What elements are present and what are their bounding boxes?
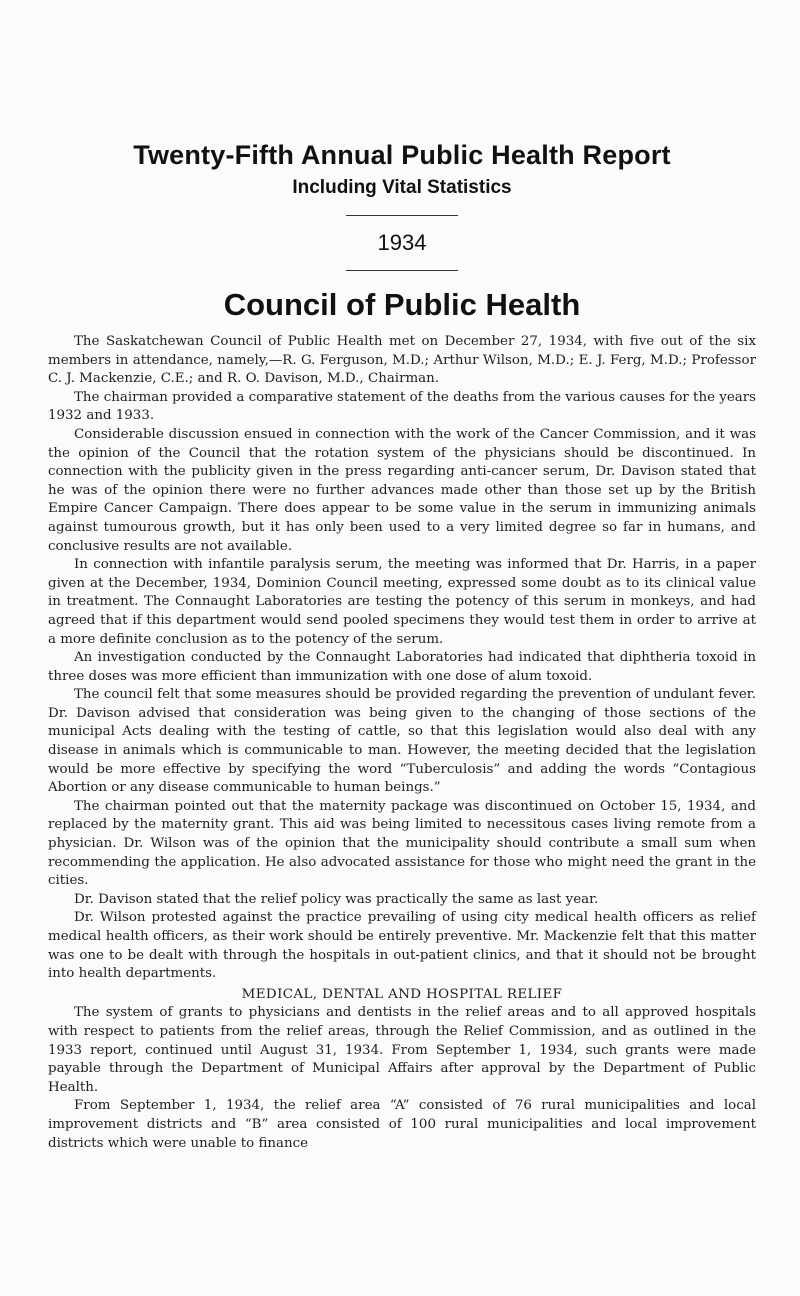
report-title: Twenty-Fifth Annual Public Health Report: [133, 140, 671, 170]
section-heading: MEDICAL, DENTAL AND HOSPITAL RELIEF: [241, 986, 563, 1002]
paragraph-relief-policy: Dr. Davison stated that the relief policy was practically the same as last year.: [74, 891, 599, 907]
report-year: 1934: [377, 230, 427, 255]
paragraph-diphtheria-toxoid: An investigation conducted by the Connaught Laboratories had indicated that diphtheria toxoid in three doses was more efficient than immunization with one dose of alum toxoid.: [48, 650, 756, 684]
paragraph-relief-areas: From September 1, 1934, the relief area “A” consisted of 76 rural municipalities and local improvement districts and “B” area consisted of 100 rural municipalities and local improvement districts which were unable to finance: [48, 1098, 756, 1151]
paragraph-relief-grants: The system of grants to physicians and dentists in the relief areas and to all approved hospitals with respect to patients from the relief areas, through the Relief Commission, and as outlined in the 1933 report, continued until August 31, 1934. From September 1, 1934, such grants were made payable through the Department of Municipal Affairs after approval by the Department of Public Health.: [48, 1005, 756, 1095]
paragraph-death-statement: The chairman provided a comparative statement of the deaths from the various causes for the years 1932 and 1933.: [48, 389, 756, 424]
paragraph-medical-health-officers: Dr. Wilson protested against the practice prevailing of using city medical health officers as relief medical health officers, as their work should be entirely preventive. Mr. Mackenzie felt that this matter was one to be dealt with through the hospitals in out-patient clinics, and that it should not be brought into health departments.: [48, 910, 756, 982]
paragraph-attendance: The Saskatchewan Council of Public Health met on December 27, 1934, with five out of the six members in attendance, namely,—R. G. Ferguson, M.D.; Arthur Wilson, M.D.; E. J. Ferg, M.D.; Professor C. J. Mackenzie, C.E.; and R. O. Davison, M.D., Chairman.: [48, 334, 756, 387]
report-subtitle: Including Vital Statistics: [292, 177, 512, 198]
paragraph-undulant-fever: The council felt that some measures should be provided regarding the prevention of undulant fever. Dr. Davison advised that consideration was being given to the changing of those sections of the municipal Acts dealing with the testing of cattle, so that this legislation would also deal with any disease in animals which is communicable to man. However, the meeting decided that the legislation would be more effective by specifying the word “Tuberculosis” and adding the words “Contagious Abortion or any disease communicable to human beings.”: [48, 687, 756, 796]
divider-rule-top: [346, 215, 458, 216]
paragraph-maternity-grant: The chairman pointed out that the maternity package was discontinued on October 15, 1934, and replaced by the maternity grant. This aid was being limited to necessitous cases living remote from a physician. Dr. Wilson was of the opinion that the municipality should contribute a small sum when recommending the application. He also advocated assistance for those who might need the grant in the cities.: [48, 798, 756, 889]
paragraph-infantile-paralysis: In connection with infantile paralysis serum, the meeting was informed that Dr. Harris, in a paper given at the December, 1934, Dominion Council meeting, expressed some doubt as to its clinical value in treatment. The Connaught Laboratories are testing the potency of this serum in monkeys, and had agreed that if this department would send pooled specimens they would test them in order to arrive at a more definite conclusion as to the potency of the serum.: [48, 557, 756, 647]
divider-rule-bottom: [346, 270, 458, 271]
report-body: [48, 333, 756, 1153]
paragraph-cancer-commission: Considerable discussion ensued in connection with the work of the Cancer Commission, and it was the opinion of the Council that the rotation system of the physicians should be discontinued. In connection with the publicity given in the press regarding anti-cancer serum, Dr. Davison stated that he was of the opinion there were no further advances made other than those set up by the British Empire Cancer Campaign. There does appear to be some value in the serum in immunizing animals against tumourous growth, but it has only been used to a very limited degree so far in humans, and conclusive results are not available.: [48, 426, 756, 554]
council-title: Council of Public Health: [223, 287, 581, 322]
